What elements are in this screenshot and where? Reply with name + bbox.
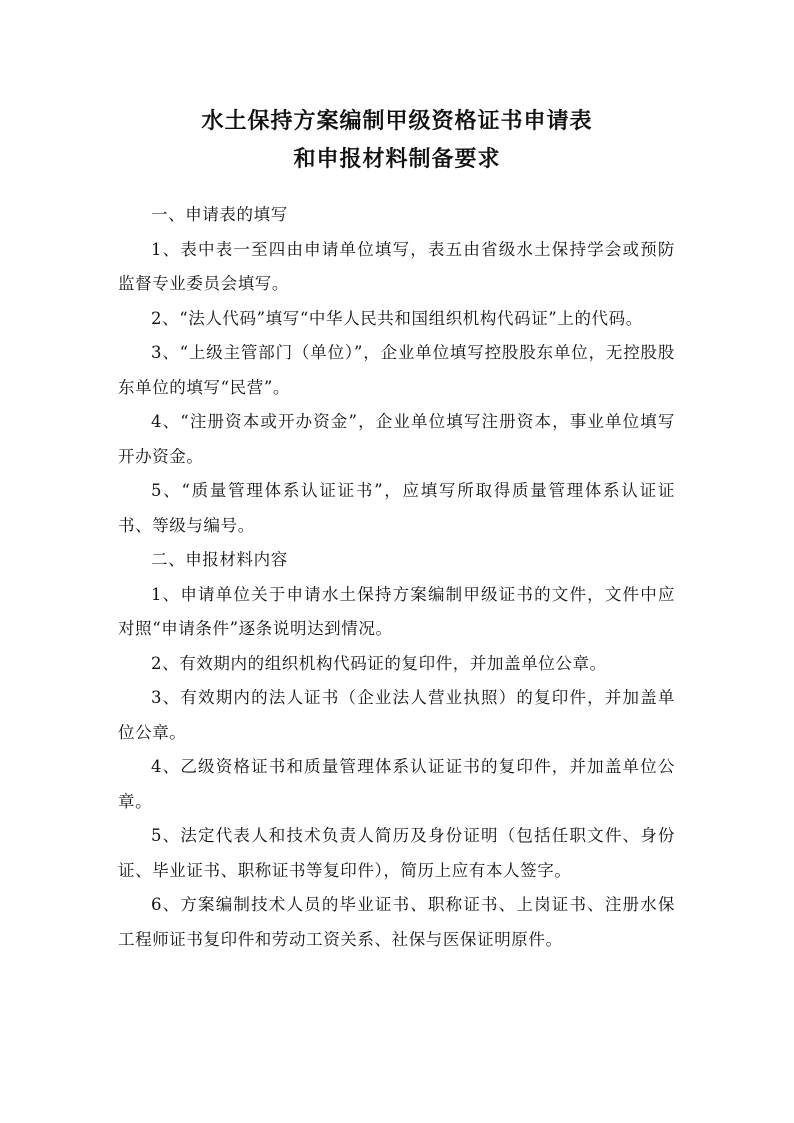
paragraph: 1、表中表一至四由申请单位填写，表五由省级水土保持学会或预防监督专业委员会填写。 bbox=[118, 239, 675, 293]
document-title-line-2: 和申报材料制备要求 bbox=[293, 147, 501, 172]
section-heading-application-form: 一、申请表的填写 bbox=[151, 205, 288, 224]
paragraph: 6、方案编制技术人员的毕业证书、职称证书、上岗证书、注册水保工程师证书复印件和劳动工资关系、社保与医保证明原件。 bbox=[118, 895, 675, 949]
paragraph: 2、有效期内的组织机构代码证的复印件，并加盖单位公章。 bbox=[151, 653, 607, 673]
document-body bbox=[118, 198, 675, 957]
paragraph: 3、有效期内的法人证书（企业法人营业执照）的复印件，并加盖单位公章。 bbox=[118, 688, 675, 742]
paragraph: 4、乙级资格证书和质量管理体系认证证书的复印件，并加盖单位公章。 bbox=[118, 757, 675, 811]
section-heading-materials: 二、申报材料内容 bbox=[151, 550, 288, 569]
paragraph: 5、“质量管理体系认证证书”，应填写所取得质量管理体系认证证书、等级与编号。 bbox=[118, 481, 675, 535]
paragraph: 3、“上级主管部门（单位）”，企业单位填写控股股东单位，无控股股东单位的填写“民营”。 bbox=[118, 343, 675, 397]
paragraph: 1、申请单位关于申请水土保持方案编制甲级证书的文件，文件中应对照“申请条件”逐条说明达到情况。 bbox=[118, 584, 675, 638]
paragraph: 5、法定代表人和技术负责人简历及身份证明（包括任职文件、身份证、毕业证书、职称证书等复印件），简历上应有本人签字。 bbox=[118, 826, 675, 880]
paragraph: 2、“法人代码”填写“中华人民共和国组织机构代码证”上的代码。 bbox=[151, 308, 643, 328]
document-title-line-1: 水土保持方案编制甲级资格证书申请表 bbox=[201, 109, 593, 134]
paragraph: 4、“注册资本或开办资金”，企业单位填写注册资本，事业单位填写开办资金。 bbox=[118, 412, 675, 466]
